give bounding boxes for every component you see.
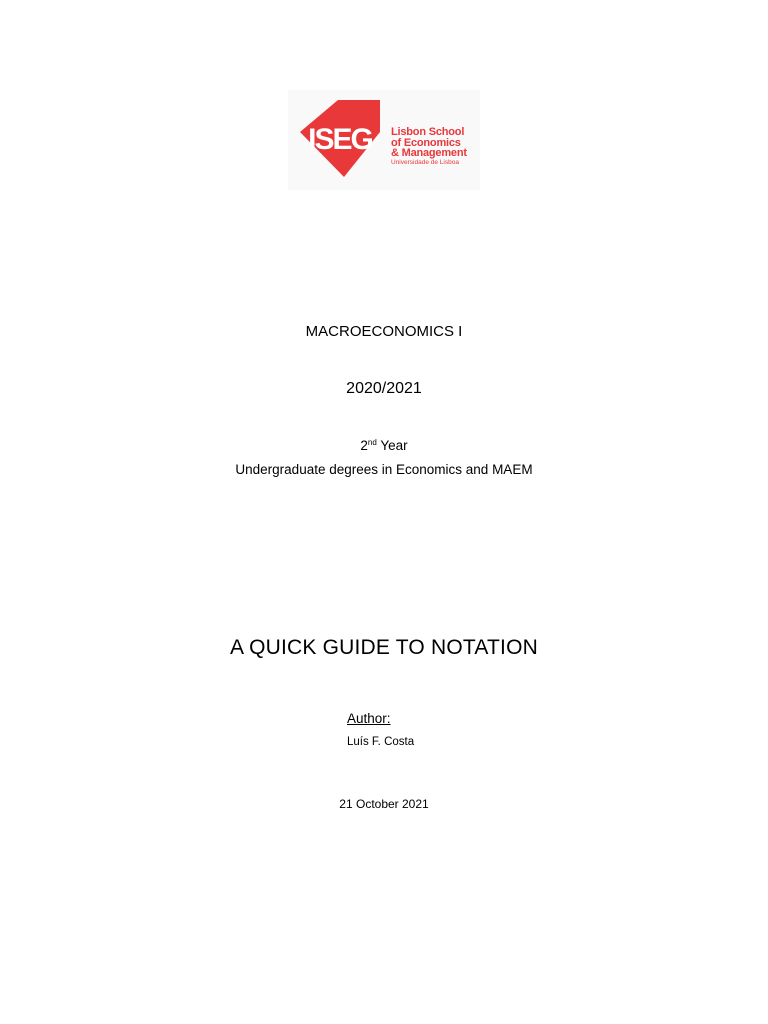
academic-year: 2020/2021 (346, 380, 422, 397)
logo-school-name (391, 127, 467, 159)
logo-university: Universidade de Lisboa (391, 159, 459, 166)
logo-acronym: ISEG (308, 123, 372, 156)
logo-name-line-2: of Economics (391, 136, 461, 149)
document-title: A QUICK GUIDE TO NOTATION (230, 636, 538, 659)
iseg-logo (288, 90, 480, 190)
study-year (0, 438, 768, 453)
author-name: Luís F. Costa (347, 736, 415, 748)
study-year-number: 2 (360, 438, 368, 453)
logo-name-line-3: & Management (391, 147, 467, 159)
author-label: Author: (347, 711, 391, 726)
degrees-line: Undergraduate degrees in Economics and MAEM (235, 462, 533, 477)
study-year-word: Year (376, 438, 408, 453)
study-year-suffix: nd (367, 438, 377, 447)
logo-name-line-1: Lisbon School (391, 126, 465, 138)
document-date: 21 October 2021 (339, 797, 429, 811)
course-title: MACROECONOMICS I (305, 323, 463, 340)
